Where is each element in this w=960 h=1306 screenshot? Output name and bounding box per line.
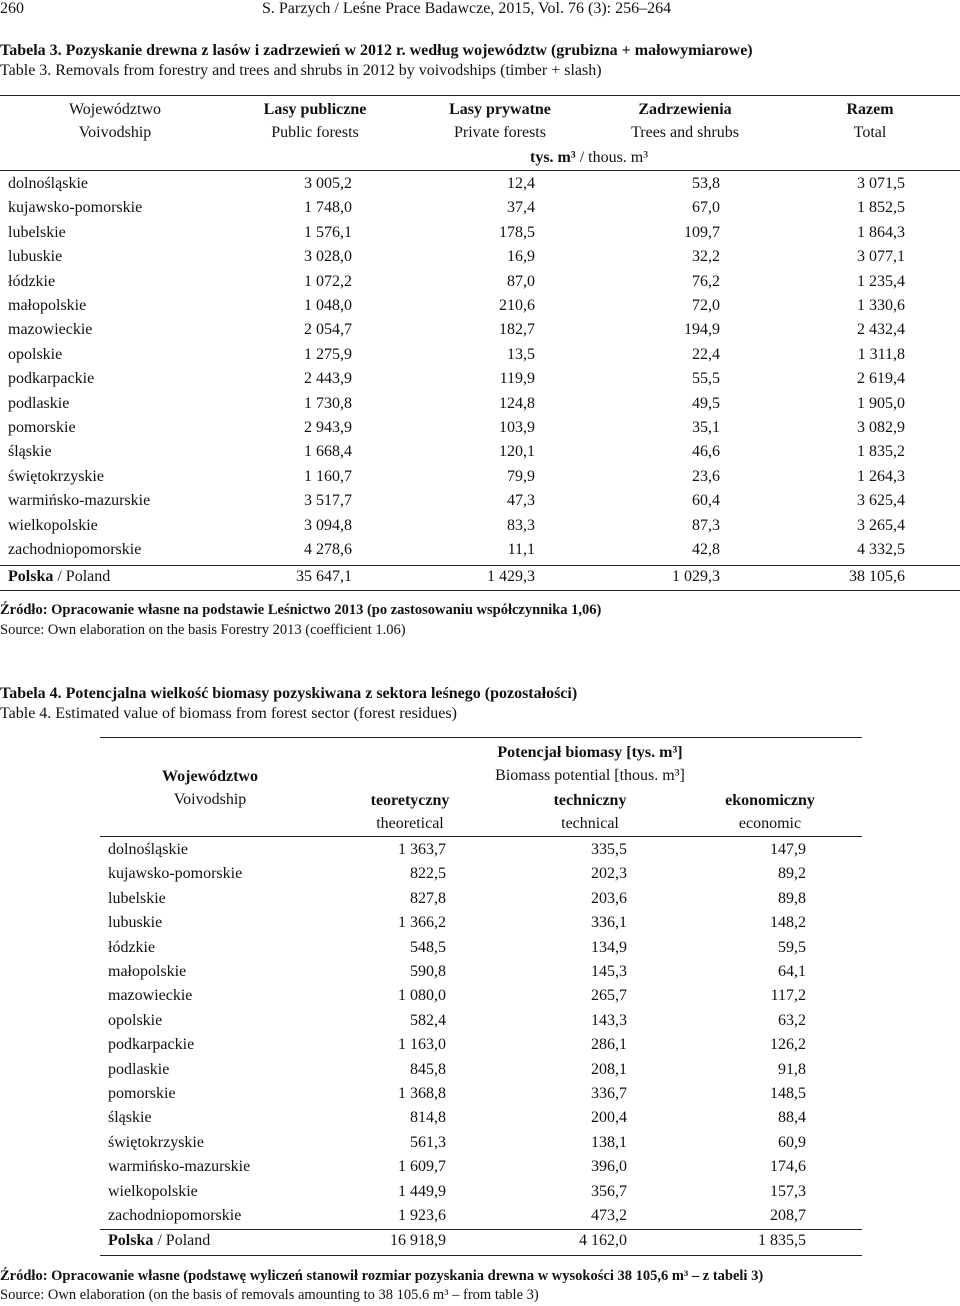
col-label-pl: Lasy prywatne (449, 101, 551, 118)
cell-theoretical: 561,3 (410, 1133, 446, 1151)
voivodship-name: zachodniopomorskie (8, 541, 142, 558)
cell-economic: 63,2 (778, 1011, 806, 1029)
cell-economic: 88,4 (778, 1109, 806, 1127)
cell-economic: 147,9 (770, 841, 806, 858)
cell-total: 2 432,4 (857, 321, 905, 339)
cell-total: 2 619,4 (857, 370, 905, 388)
col-label-en: Voivodship (78, 124, 152, 141)
cell-public: 1 048,0 (304, 297, 352, 314)
voivodship-name: lubelskie (108, 889, 166, 907)
cell-technical: 202,3 (591, 865, 627, 883)
cell-trees: 55,5 (692, 370, 720, 388)
table3-unit (530, 148, 648, 168)
table-row (0, 465, 960, 489)
table-row (0, 367, 960, 391)
table4-caption-pl: Tabela 4. Potencjalna wielkość biomasy pozyskiwana z sektora leśnego (pozostałości) (0, 685, 578, 702)
cell-public: 1 748,0 (304, 199, 352, 217)
voivodship-name: warmińsko-mazurskie (8, 492, 151, 510)
table3-source-pl: Źródło: Opracowanie własne na podstawie Leśnictwo 2013 (po zastosowaniu współczynnika 1,06) (0, 602, 602, 618)
table4-col-theoretical (330, 789, 490, 835)
cell-economic: 126,2 (770, 1036, 806, 1054)
unit-en: / thous. m³ (579, 149, 649, 166)
cell-trees: 42,8 (692, 541, 720, 558)
journal-citation: S. Parzych / Leśne Prace Badawcze, 2015, Vol. 76 (3): 256–264 (262, 0, 672, 17)
cell-theoretical: 822,5 (410, 865, 446, 883)
cell-trees: 67,0 (692, 199, 720, 217)
cell-theoretical: 827,8 (410, 889, 446, 907)
table-row (0, 416, 960, 440)
cell-theoretical: 1 449,9 (398, 1182, 446, 1200)
cell-theoretical: 1 368,8 (398, 1085, 446, 1102)
total-total: 38 105,6 (849, 568, 905, 585)
cell-public: 3 517,7 (304, 492, 352, 510)
table-row (0, 343, 960, 367)
cell-theoretical: 845,8 (410, 1060, 446, 1078)
table-row (0, 838, 960, 862)
group-label-en: Biomass potential [thous. m³] (495, 767, 685, 784)
cell-trees: 22,4 (692, 345, 720, 363)
voivodship-name: wielkopolskie (108, 1182, 198, 1200)
cell-private: 11,1 (507, 541, 535, 558)
voivodship-name: małopolskie (8, 297, 87, 314)
unit-pl: tys. m³ (530, 149, 576, 166)
running-header (0, 0, 960, 22)
voivodship-name: świętokrzyskie (8, 467, 104, 485)
table-row (0, 984, 960, 1008)
table-row (0, 1009, 960, 1033)
cell-technical: 336,7 (591, 1085, 627, 1102)
voivodship-name: pomorskie (108, 1085, 176, 1102)
table3-col-private (415, 98, 585, 144)
col-label-pl: Województwo (162, 768, 258, 785)
table3-total-row (0, 565, 960, 589)
group-label-pl: Potencjał biomasy [tys. m³] (497, 744, 683, 761)
cell-public: 2 443,9 (304, 370, 352, 388)
cell-public: 1 730,8 (304, 394, 352, 412)
col-label-en: theoretical (376, 815, 444, 832)
cell-public: 3 028,0 (304, 248, 352, 266)
voivodship-name: lubuskie (108, 914, 163, 932)
voivodship-name: kujawsko-pomorskie (108, 865, 243, 883)
total-label-pl: Polska (108, 1232, 154, 1249)
col-label-pl: Razem (846, 101, 894, 118)
cell-theoretical: 1 366,2 (398, 914, 446, 932)
cell-private: 103,9 (499, 419, 535, 436)
table4-top-rule (100, 737, 862, 738)
voivodship-name: pomorskie (8, 419, 76, 436)
cell-total: 3 625,4 (857, 492, 905, 510)
voivodship-name: podlaskie (8, 394, 70, 412)
col-label-en: Public forests (271, 124, 359, 141)
voivodship-name: podlaskie (108, 1060, 170, 1078)
table-row (0, 936, 960, 960)
table-row (0, 1180, 960, 1204)
cell-theoretical: 1 163,0 (398, 1036, 446, 1054)
voivodship-name: kujawsko-pomorskie (8, 199, 143, 217)
table3-caption-en: Table 3. Removals from forestry and trees and shrubs in 2012 by voivodships (timber + slash) (0, 62, 602, 79)
table-row (0, 221, 960, 245)
cell-private: 124,8 (499, 394, 535, 412)
cell-technical: 335,5 (591, 841, 627, 858)
cell-total: 1 852,5 (857, 199, 905, 217)
cell-economic: 117,2 (770, 987, 806, 1005)
total-label (108, 1229, 210, 1253)
cell-public: 4 278,6 (304, 541, 352, 558)
cell-theoretical: 548,5 (410, 938, 446, 956)
table-row (0, 440, 960, 464)
cell-technical: 473,2 (591, 1207, 627, 1224)
table4-col-voivodship (135, 765, 285, 811)
col-label-en: Trees and shrubs (631, 124, 739, 141)
col-label-en: technical (561, 815, 619, 832)
table-row (0, 514, 960, 538)
table-row (0, 538, 960, 562)
cell-trees: 194,9 (684, 321, 720, 339)
cell-trees: 23,6 (692, 467, 720, 485)
voivodship-name: warmińsko-mazurskie (108, 1158, 251, 1176)
table-row (0, 1082, 960, 1106)
cell-private: 182,7 (499, 321, 535, 339)
table4-bottom-rule (100, 1255, 862, 1256)
voivodship-name: podkarpackie (8, 370, 95, 388)
voivodship-name: lubuskie (8, 248, 63, 266)
voivodship-name: opolskie (108, 1011, 163, 1029)
voivodship-name: podkarpackie (108, 1036, 195, 1054)
cell-trees: 109,7 (684, 223, 720, 241)
cell-trees: 46,6 (692, 443, 720, 461)
cell-trees: 53,8 (692, 175, 720, 192)
cell-private: 47,3 (507, 492, 535, 510)
cell-technical: 134,9 (591, 938, 627, 956)
col-label-pl: Zadrzewienia (638, 101, 732, 118)
voivodship-name: łódzkie (8, 272, 56, 290)
table3-top-rule (0, 95, 960, 96)
cell-theoretical: 1 923,6 (398, 1207, 446, 1224)
table-row (0, 318, 960, 342)
total-public: 35 647,1 (296, 568, 352, 585)
cell-total: 1 905,0 (857, 394, 905, 412)
total-label-en: / Poland (157, 1232, 211, 1249)
cell-private: 120,1 (499, 443, 535, 461)
table4-source-en: Source: Own elaboration (on the basis of removals amounting to 38 105.6 m³ – from table 3) (0, 1287, 539, 1303)
cell-theoretical: 582,4 (410, 1011, 446, 1029)
voivodship-name: lubelskie (8, 223, 66, 241)
page-number: 260 (0, 0, 24, 17)
col-label-en: Private forests (454, 124, 546, 141)
cell-trees: 72,0 (692, 297, 720, 314)
voivodship-name: łódzkie (108, 938, 156, 956)
cell-economic: 89,2 (778, 865, 806, 883)
table4-col-economic (690, 789, 850, 835)
table-row (0, 1155, 960, 1179)
voivodship-name: śląskie (8, 443, 52, 461)
cell-technical: 336,1 (591, 914, 627, 932)
cell-public: 1 072,2 (304, 272, 352, 290)
table-row (0, 245, 960, 269)
cell-public: 1 160,7 (304, 467, 352, 485)
col-label-pl: techniczny (553, 792, 627, 809)
cell-economic: 64,1 (778, 963, 806, 980)
cell-total: 1 264,3 (857, 467, 905, 485)
total-technical: 4 162,0 (579, 1232, 627, 1249)
cell-technical: 200,4 (591, 1109, 627, 1127)
table-row (0, 960, 960, 984)
cell-public: 1 668,4 (304, 443, 352, 461)
cell-total: 1 235,4 (857, 272, 905, 290)
voivodship-name: opolskie (8, 345, 63, 363)
table4-source-pl: Źródło: Opracowanie własne (podstawę wyliczeń stanowił rozmiar pozyskania drewna w wysokości 38 105,6 m³ – z tabeli 3) (0, 1268, 764, 1284)
table-row (0, 172, 960, 196)
cell-economic: 148,5 (770, 1085, 806, 1102)
cell-technical: 208,1 (591, 1060, 627, 1078)
cell-trees: 49,5 (692, 394, 720, 412)
voivodship-name: wielkopolskie (8, 516, 98, 534)
col-label-en: Voivodship (173, 791, 247, 808)
table-row (0, 1033, 960, 1057)
cell-trees: 76,2 (692, 272, 720, 290)
table-row (0, 270, 960, 294)
cell-technical: 356,7 (591, 1182, 627, 1200)
table-row (0, 1106, 960, 1130)
total-label-pl: Polska (8, 568, 54, 585)
col-label-pl: ekonomiczny (725, 792, 815, 809)
table-row (0, 196, 960, 220)
cell-private: 210,6 (499, 297, 535, 314)
table4-group-header (440, 741, 740, 787)
table4-total-row (0, 1229, 960, 1253)
cell-economic: 148,2 (770, 914, 806, 932)
cell-total: 3 071,5 (857, 175, 905, 192)
cell-technical: 203,6 (591, 889, 627, 907)
voivodship-name: dolnośląskie (8, 175, 88, 192)
voivodship-name: mazowieckie (108, 987, 193, 1005)
cell-economic: 89,8 (778, 889, 806, 907)
col-label-pl: teoretyczny (370, 792, 450, 809)
cell-trees: 32,2 (692, 248, 720, 266)
cell-theoretical: 1 363,7 (398, 841, 446, 858)
table-row (0, 489, 960, 513)
cell-total: 3 077,1 (857, 248, 905, 266)
cell-total: 1 864,3 (857, 223, 905, 241)
table3-bottom-rule (0, 590, 960, 591)
table3-caption-pl: Tabela 3. Pozyskanie drewna z lasów i zadrzewień w 2012 r. według województw (grubizna + małowymiarowe) (0, 42, 753, 59)
cell-technical: 143,3 (591, 1011, 627, 1029)
table3-col-voivodship (40, 98, 190, 144)
total-private: 1 429,3 (487, 568, 535, 585)
voivodship-name: zachodniopomorskie (108, 1207, 242, 1224)
table4-header-rule (100, 836, 862, 837)
cell-private: 79,9 (507, 467, 535, 485)
cell-theoretical: 1 080,0 (398, 987, 446, 1005)
voivodship-name: świętokrzyskie (108, 1133, 204, 1151)
col-label-pl: Lasy publiczne (263, 101, 367, 118)
table3-header-rule (0, 170, 960, 171)
cell-trees: 60,4 (692, 492, 720, 510)
cell-economic: 60,9 (778, 1133, 806, 1151)
cell-total: 4 332,5 (857, 541, 905, 558)
cell-public: 2 943,9 (304, 419, 352, 436)
cell-public: 1 576,1 (304, 223, 352, 241)
total-label-en: / Poland (57, 568, 111, 585)
voivodship-name: dolnośląskie (108, 841, 188, 858)
table-row (0, 862, 960, 886)
cell-total: 1 835,2 (857, 443, 905, 461)
total-trees: 1 029,3 (672, 568, 720, 585)
cell-technical: 286,1 (591, 1036, 627, 1054)
table4-col-technical (510, 789, 670, 835)
cell-private: 119,9 (499, 370, 535, 388)
cell-total: 3 082,9 (857, 419, 905, 436)
cell-technical: 138,1 (591, 1133, 627, 1151)
cell-private: 12,4 (507, 175, 535, 192)
cell-private: 16,9 (507, 248, 535, 266)
table-row (0, 1204, 960, 1228)
cell-public: 3 094,8 (304, 516, 352, 534)
cell-technical: 145,3 (591, 963, 627, 980)
cell-technical: 265,7 (591, 987, 627, 1005)
table-row (0, 392, 960, 416)
table4-caption-en: Table 4. Estimated value of biomass from forest sector (forest residues) (0, 705, 457, 722)
table-row (0, 887, 960, 911)
cell-economic: 157,3 (770, 1182, 806, 1200)
cell-public: 1 275,9 (304, 345, 352, 363)
cell-theoretical: 1 609,7 (398, 1158, 446, 1176)
cell-economic: 91,8 (778, 1060, 806, 1078)
cell-public: 3 005,2 (304, 175, 352, 192)
cell-private: 83,3 (507, 516, 535, 534)
table-row (0, 1131, 960, 1155)
voivodship-name: małopolskie (108, 963, 187, 980)
total-label (8, 565, 110, 589)
cell-economic: 59,5 (778, 938, 806, 956)
total-economic: 1 835,5 (758, 1232, 806, 1249)
cell-technical: 396,0 (591, 1158, 627, 1176)
cell-theoretical: 814,8 (410, 1109, 446, 1127)
table3-col-trees (600, 98, 770, 144)
col-label-en: economic (738, 815, 802, 832)
cell-total: 1 311,8 (857, 345, 905, 363)
table-row (0, 294, 960, 318)
cell-trees: 87,3 (692, 516, 720, 534)
voivodship-name: mazowieckie (8, 321, 93, 339)
cell-total: 1 330,6 (857, 297, 905, 314)
col-label-en: Total (853, 124, 887, 141)
col-label-pl: Województwo (68, 101, 162, 118)
table3-col-total (790, 98, 950, 144)
cell-private: 37,4 (507, 199, 535, 217)
cell-private: 87,0 (507, 272, 535, 290)
cell-public: 2 054,7 (304, 321, 352, 339)
voivodship-name: śląskie (108, 1109, 152, 1127)
cell-private: 13,5 (507, 345, 535, 363)
table-row (0, 911, 960, 935)
cell-trees: 35,1 (692, 419, 720, 436)
cell-private: 178,5 (499, 223, 535, 241)
table-row (0, 1058, 960, 1082)
table3-col-public (230, 98, 400, 144)
cell-economic: 174,6 (770, 1158, 806, 1176)
total-theoretical: 16 918,9 (390, 1232, 446, 1249)
table3-source-en: Source: Own elaboration on the basis Forestry 2013 (coefficient 1.06) (0, 622, 406, 638)
cell-theoretical: 590,8 (410, 963, 446, 980)
cell-total: 3 265,4 (857, 516, 905, 534)
cell-economic: 208,7 (770, 1207, 806, 1224)
